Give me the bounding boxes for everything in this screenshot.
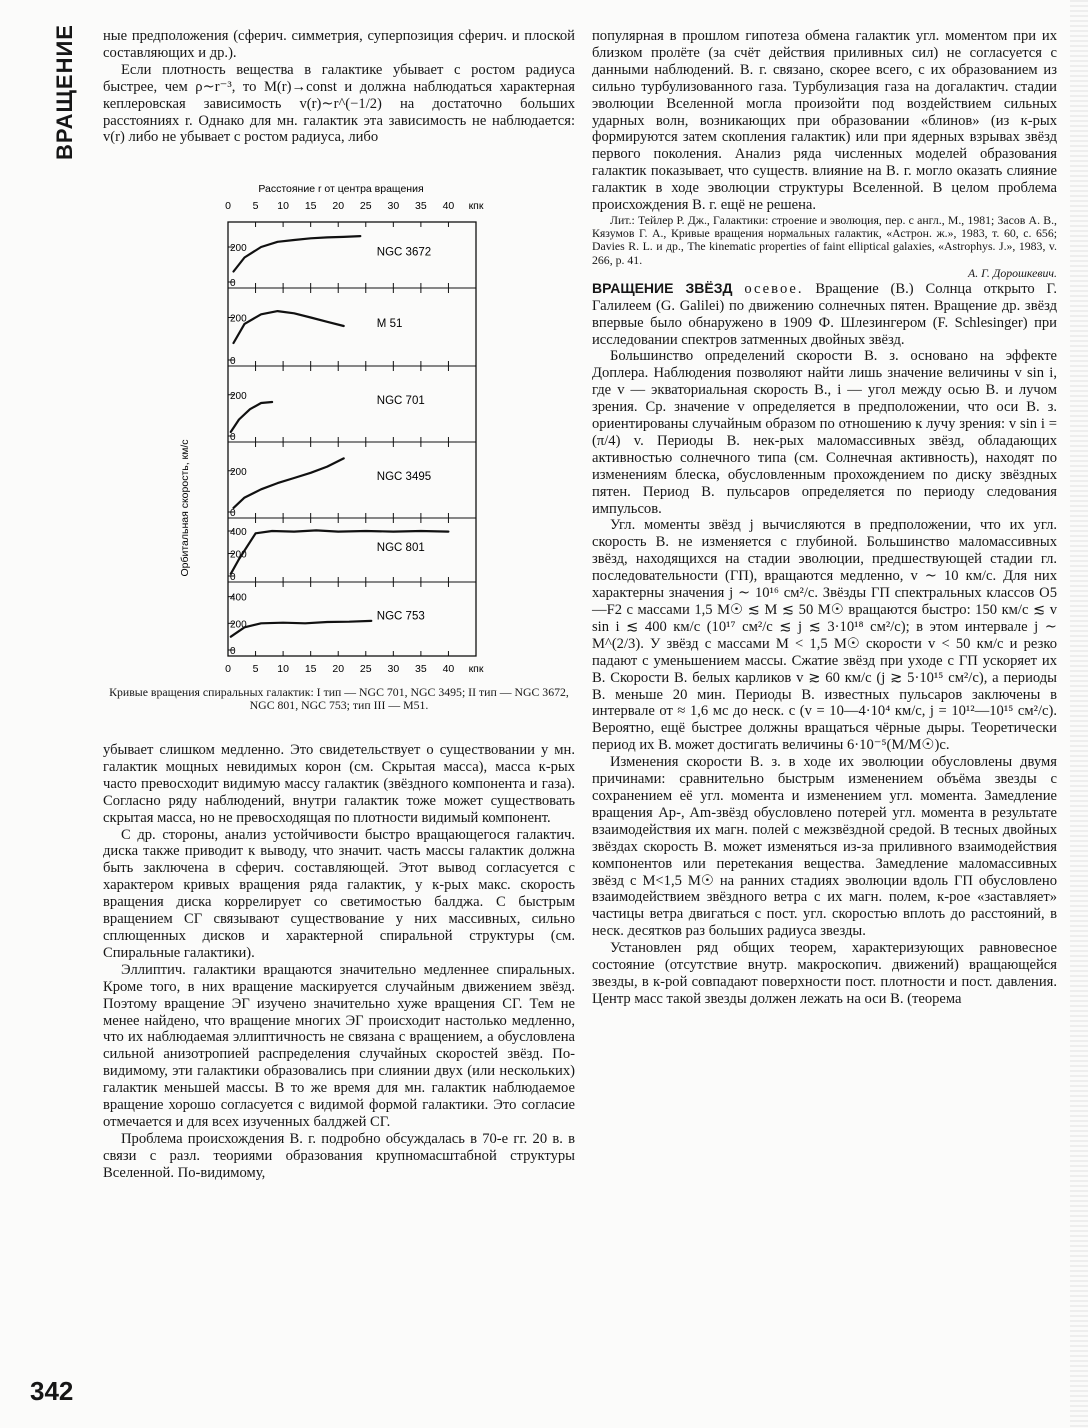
top-tick-label: 15 — [304, 200, 317, 212]
figure-frame — [228, 222, 476, 656]
y-tick-label: 0 — [230, 356, 236, 367]
entry-text: Вращение (В.) Солнца открыто Г. Галилеем (G. Galilei) по движению солнечных пятен. Вращение др. звёзд впервые было обнаружено в 1909 Ф. Шлезингером (F. Schlesinger) при исследовании спектров затменных двойных звёзд. — [592, 280, 1057, 348]
bottom-tick-label: 5 — [252, 663, 259, 675]
panel-ngc-753 — [228, 582, 476, 657]
rotation-curve — [234, 311, 344, 343]
entry-kind: осевое. — [744, 280, 804, 297]
panel-ngc-801 — [228, 518, 476, 583]
rotation-curves-figure — [176, 178, 506, 690]
paragraph: Проблема происхождения В. г. подробно обсуждалась в 70-е гг. 20 в. в связи с разл. теориями образования крупномасштабной структуры Вселенной. По-видимому, — [103, 1130, 575, 1181]
rotation-curve — [231, 402, 272, 432]
running-head: ВРАЩЕНИЕ — [52, 24, 77, 160]
bottom-tick-label: 40 — [442, 663, 455, 675]
paragraph: Эллиптич. галактики вращаются значительно медленнее спиральных. Кроме того, в них вращение маскируется случайным движением звёзд. Поэтому вращение ЭГ изучено значительно хуже вращения СГ. Тем не менее найдено, что вращение многих ЭГ происходит настолько медленно, что их наблюдаемая эллиптичность не связана с вращением, а обусловлена сильной анизотропией распределения случайных скоростей звёзд. По-видимому, эти галактики образовались при слиянии двух (или нескольких) галактик меньшей массы. В то же время для мн. галактик наблюдаемое вращение хорошо согласуется с видимой формой галактики. Это согласие отмечается и для всех изученных балджей СГ. — [103, 961, 575, 1130]
panel-label: M 51 — [376, 318, 403, 331]
top-tick-label: 40 — [442, 200, 455, 212]
bottom-tick-label: 35 — [415, 663, 427, 675]
top-tick-label: 35 — [415, 200, 427, 212]
right-column — [592, 28, 1057, 1008]
scan-edge-artifact — [1070, 0, 1088, 1428]
top-tick-label: 0 — [225, 200, 231, 212]
y-tick-label: 200 — [230, 243, 247, 254]
paragraph: С др. стороны, анализ устойчивости быстро вращающегося галактич. диска также приводит к выводу, что значит. часть массы галактик должна быть заключена в сферич. составляющей. Этот вывод согласуется с характером кривых вращения ряда галактик, у к-рых макс. скорость вращения диска коррелирует со светимостью балджа. С быстрым вращением СГ связывают существование у них массивных, сильно сплющенных дисков и характерной спиральной структуры (см. Спиральные галактики). — [103, 826, 575, 961]
page-number: 342 — [30, 1376, 74, 1406]
y-tick-label: 0 — [230, 572, 236, 583]
y-tick-label: 200 — [230, 390, 247, 402]
bottom-tick-label: 30 — [387, 663, 400, 675]
paragraph: убывает слишком медленно. Это свидетельствует о существовании у мн. галактик мощных невидимых корон (см. Скрытая масса), масса к-рых часто превосходит видимую массу галактик (звёздного компонента и газа). Согласно ряду наблюдений, внутри галактик тоже может существовать скрытая масса, но не превосходящая по плотности видимый компонент. — [103, 742, 575, 826]
figure-caption: Кривые вращения спиральных галактик: I тип — NGC 701, NGC 3495; II тип — NGC 3672, NGC 801, NGC 753; тип III — M51. — [109, 685, 569, 712]
article-author: А. Г. Дорошкевич. — [968, 265, 1057, 280]
y-tick-label: 200 — [230, 466, 247, 478]
bottom-tick-label: 10 — [277, 663, 289, 675]
panel-label: NGC 701 — [376, 395, 425, 408]
panel-ngc-701 — [228, 366, 476, 443]
panel-label: NGC 3672 — [376, 246, 432, 259]
top-tick-label: 5 — [252, 200, 259, 212]
panel-m-51 — [228, 288, 476, 367]
bottom-tick-label: 25 — [359, 663, 372, 675]
bottom-tick-label: 20 — [332, 663, 345, 675]
top-axis-ticks — [225, 200, 484, 212]
rotation-curve — [234, 458, 344, 508]
left-column-top — [103, 28, 575, 146]
y-tick-label: 0 — [230, 432, 236, 443]
top-tick-label: 25 — [359, 200, 372, 212]
y-tick-label: 200 — [230, 619, 247, 631]
top-tick-label: 20 — [332, 200, 345, 212]
paragraph: Большинство определений скорости В. з. основано на эффекте Доплера. Наблюдения позволяют найти лишь значение величины v sin i, где v — экваториальная скорость В., i — угол между осью В. и лучом зрения. Ср. значение v определяется в предположении, что оси В. з. ориентированы случайным образом по отношению к лучу зрения: v sin i = (π/4) v. Периоды В. нек-рых маломассивных звёзд, обладающих активностью солнечного типа (см. Солнечная активность), находят по изменениям блеска, обусловленным прохождением по диску звёздных пятен. Период В. пульсаров определяется по периоду следования импульсов. — [592, 348, 1057, 517]
y-tick-label: 200 — [230, 313, 247, 325]
y-tick-label: 0 — [230, 278, 236, 289]
panel-label: NGC 801 — [376, 541, 425, 554]
literature-list: Лит.: Тейлер Р. Дж., Галактики: строение и эволюция, пер. с англ., М., 1981; Засов А. В., Кязумов Г. А., Кривые вращения нормальных галактик, «Астрон. ж.», 1983, т. 60, с. 656; Davies R. L. и др., The kinematic properties of faint elliptical galaxies, «Astrophys. J.», 1983, v. 266, p. 41. — [592, 212, 1057, 267]
rotation-curves-svg — [176, 178, 506, 690]
y-tick-label: 400 — [230, 592, 247, 604]
panels — [228, 222, 476, 657]
paragraph: Если плотность вещества в галактике убывает с ростом радиуса быстрее, чем ρ∼r⁻³, то M(r)→const и должна наблюдаться характерная кеплеровская зависимость v(r)∼r^(−1/2) на достаточно больших расстояниях r. Однако для мн. галактик эта зависимость не наблюдается: v(r) либо не убывает с ростом радиуса, либо — [103, 61, 575, 146]
paragraph: Угл. моменты звёзд j вычисляются в предположении, что их угл. скорость В. не изменяется с глубиной. Большинство маломассивных звёзд, находящихся на стадии эволюции, предшествующей стадии гл. последовательности (ГП), вращаются медленно, v ∼ 10 км/с. Для них характерны значения j ∼ 10¹⁶ см²/с. Звёзды ГП спектральных классов O5—F2 с массами 1,5 M☉ ≲ M ≲ 50 M☉ вращаются быстро: 150 км/с ≲ v sin i ≲ 400 км/с (10¹⁷ см²/с ≲ j ≲ 3·10¹⁸ см²/с); в этом интервале j ∼ M^(2/3). У звёзд с массами M < 1,5 M☉ скорости v < 50 км/с и резко падают с уменьшением массы. Сжатие звёзд при уходе с ГП ускоряет их В. Скорости В. белых карликов v ≳ 60 км/с (j ≳ 5·10¹⁵ см²/с), а периоды В. меньше 20 мин. Периоды В. известных пульсаров заключены в интервале от ≈ 1,6 мс до неск. с (v = 10—4·10⁴ км/с, j = 10¹²—10¹⁵ см²/с). Вероятно, ещё быстрее должны вращаться чёрные дыры. Теоретически период их В. может достигать величины 6·10⁻⁵(M/M☉)с. — [592, 517, 1057, 754]
panel-ngc-3495 — [228, 442, 476, 519]
paragraph: популярная в прошлом гипотеза обмена галактик угл. моментом при их близком пролёте (за счёт действия приливных сил) не согласуется с данными наблюдений. В. г. связано, скорее всего, с их образованием из сильно турбулизованного газа. Турбулизация газа на догалактич. стадии эволюции Вселенной могла произойти под воздействием сильных ударных волн, возникающих при образовании «блинов» (из к-рых формируются затем скопления галактик) или при ядерных взрывах звёзд первого поколения. Анализ ряда численных моделей образования галактик показывает, что существ. влияние на В. г. могло оказать слияние галактик в ходе эволюции структуры Вселенной. В целом проблема происхождения В. г. ещё не решена. — [592, 28, 1057, 214]
bottom-tick-label: 15 — [304, 663, 317, 675]
rotation-curve — [234, 236, 361, 271]
top-axis-title: Расстояние r от центра вращения — [258, 183, 424, 195]
panel-label: NGC 3495 — [376, 471, 432, 484]
top-tick-label: кпк — [468, 200, 484, 212]
top-tick-label: 10 — [277, 200, 289, 212]
entry-paragraph — [592, 280, 1057, 349]
panel-ngc-3672 — [228, 222, 448, 289]
y-tick-label: 400 — [230, 527, 247, 538]
panel-label: NGC 753 — [376, 610, 425, 623]
paragraph: Изменения скорости В. з. в ходе их эволюции обусловлены двумя причинами: сравнительно быстрым изменением объёма звезды с сохранением её угл. момента и изменением угл. момента. Замедление вращения Ap-, Am-звёзд обусловлено потерей угл. момента в результате взаимодействия их магн. полей с межзвёздной средой. В тесных двойных звёздах скорость В. может изменяться из-за приливного взаимодействия компонентов или перетекания вещества. Замедление маломассивных звёзд с M<1,5 M☉ на ранних стадиях эволюции вдоль ГП обусловлено взаимодействием звёздного ветра с их магн. полем, к-рое «заставляет» частицы ветра двигаться с пост. угл. скоростью вплоть до расстояний, в неск. десятков раз больших радиуса звезды. — [592, 754, 1057, 940]
rotation-curve — [231, 621, 371, 637]
left-column-bottom — [103, 742, 575, 1182]
entry-title: ВРАЩЕНИЕ ЗВЁЗД — [592, 279, 733, 296]
y-axis-label: Орбитальная скорость, км/с — [179, 439, 191, 577]
y-tick-label: 200 — [230, 549, 247, 561]
bottom-axis-ticks — [225, 663, 484, 675]
paragraph: ные предположения (сферич. симметрия, суперпозиция сферич. и плоской составляющих и др.). — [103, 28, 575, 61]
bottom-tick-label: кпк — [468, 663, 484, 675]
bottom-tick-label: 0 — [225, 663, 231, 675]
y-tick-label: 0 — [230, 508, 236, 519]
y-tick-label: 0 — [230, 646, 236, 657]
paragraph: Установлен ряд общих теорем, характеризующих равновесное состояние (отсутствие внутр. макроскопич. движений) вращающейся звезды, в к-рой совпадают поверхности пост. плотности и пост. давления. Центр масс такой звезды должен лежать на оси В. (теорема — [592, 940, 1057, 1007]
top-tick-label: 30 — [387, 200, 400, 212]
